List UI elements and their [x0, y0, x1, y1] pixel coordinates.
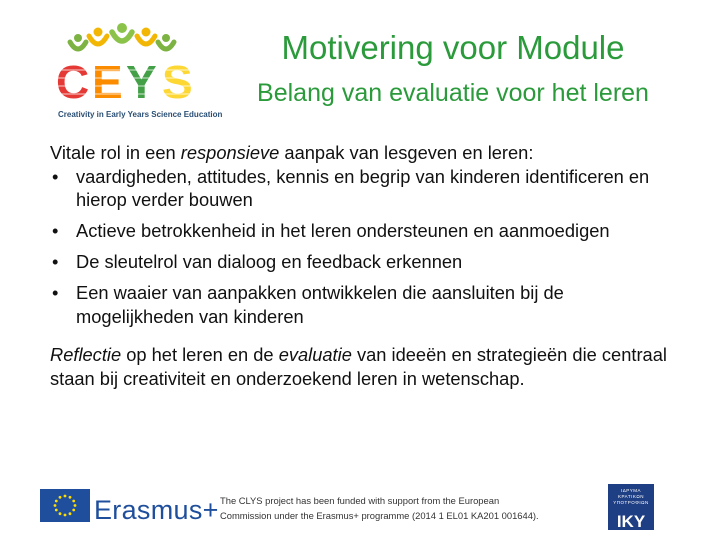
reflection-emphasis-1: Reflectie	[50, 344, 122, 365]
bullet-item	[50, 281, 680, 328]
bullet-item	[50, 250, 680, 274]
ceys-logo	[52, 18, 223, 122]
bullet-item	[50, 219, 680, 243]
bullet-marker: •	[52, 220, 59, 241]
intro-paragraph	[50, 141, 680, 165]
letter-y: Y	[126, 56, 157, 106]
logo-caption: Creativity in Early Years Science Education	[58, 110, 223, 119]
footer	[0, 478, 720, 540]
letter-s: S	[162, 56, 193, 106]
bullet-text: Een waaier van aanpakken ontwikkelen die aansluiten bij de mogelijkheden van kinderen	[76, 282, 564, 327]
bullet-text: De sleutelrol van dialoog en feedback erkennen	[76, 251, 463, 272]
eu-flag-icon	[40, 489, 90, 522]
reflection-text-after: van ideeën en strategieën die centraal staan bij creativiteit en onderzoekend leren in wetenschap.	[50, 344, 667, 389]
bullet-item	[50, 165, 680, 212]
bullet-text: Actieve betrokkenheid in het leren ondersteunen en aanmoedigen	[76, 220, 610, 241]
funding-line-1: The CLYS project has been funded with support from the European	[220, 495, 500, 506]
bullet-list	[50, 165, 680, 329]
slide-title: Motivering voor Module	[281, 29, 625, 66]
letter-c: C	[56, 56, 90, 106]
iky-small-text: ΙΔΡΥΜΑ ΚΡΑΤΙΚΩΝ ΥΠΟΤΡΟΦΙΩΝ	[613, 488, 649, 505]
bullet-text: vaardigheden, attitudes, kennis en begrip van kinderen identificeren en hierop verder bouwen	[76, 165, 650, 210]
reflection-paragraph	[50, 343, 680, 390]
slide-body	[50, 141, 680, 390]
bullet-marker: •	[52, 251, 59, 272]
iky-wordmark: IKY	[616, 512, 646, 531]
funding-notice	[220, 493, 590, 523]
reflection-text-mid: op het leren en de	[121, 344, 279, 365]
funding-line-2: Commission under the Erasmus+ programme (2014 1 EL01 KA201 001644).	[220, 510, 539, 521]
bullet-marker: •	[52, 165, 59, 187]
ceys-logo-graphic	[52, 18, 212, 106]
bullet-marker: •	[52, 282, 59, 303]
letter-e: E	[92, 56, 123, 106]
intro-emphasis: responsieve	[180, 142, 280, 163]
reflection-emphasis-2: evaluatie	[278, 344, 352, 365]
people-figures-icon	[70, 23, 174, 49]
erasmus-plus-logo: Erasmus+	[94, 495, 219, 525]
slide-subtitle: Belang van evaluatie voor het leren	[257, 79, 649, 107]
intro-text-before: Vitale rol in een	[50, 142, 181, 163]
intro-text-after: aanpak van lesgeven en leren:	[279, 142, 534, 163]
iky-logo	[608, 484, 654, 530]
